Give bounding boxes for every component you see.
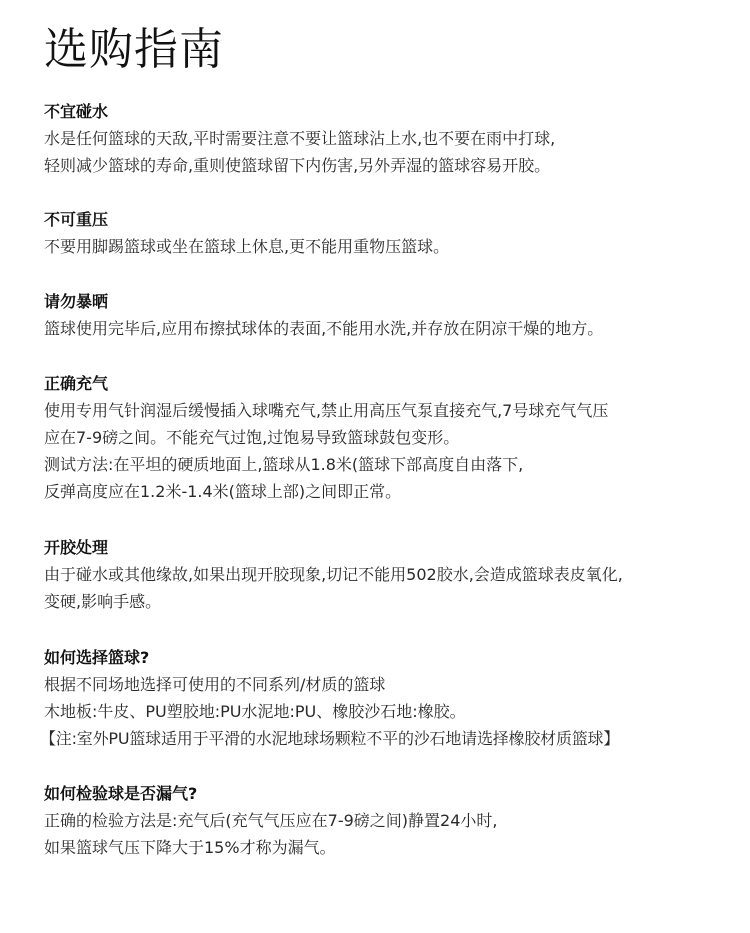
section-text-line: 篮球使用完毕后,应用布擦拭球体的表面,不能用水洗,并存放在阴凉干燥的地方。 — [44, 319, 604, 338]
section-text-line: 反弹高度应在1.2米-1.4米(篮球上部)之间即正常。 — [44, 482, 402, 501]
section-water — [44, 99, 734, 179]
section-choose — [40, 645, 734, 752]
section-text-line: 应在7-9磅之间。不能充气过饱,过饱易导致篮球鼓包变形。 — [44, 428, 460, 447]
section-text-line: 根据不同场地选择可使用的不同系列/材质的篮球 — [44, 675, 386, 694]
section-heading: 开胶处理 — [44, 538, 109, 557]
section-heading: 正确充气 — [44, 374, 109, 393]
section-heading: 如何选择篮球? — [44, 648, 150, 667]
section-sun — [44, 289, 734, 342]
section-leak-check — [44, 781, 734, 861]
section-text-line: 木地板:牛皮、PU塑胶地:PU水泥地:PU、橡胶沙石地:橡胶。 — [44, 702, 466, 721]
section-text-line: 轻则减少篮球的寿命,重则使篮球留下内伤害,另外弄湿的篮球容易开胶。 — [44, 156, 551, 175]
section-text-line: 变硬,影响手感。 — [44, 592, 162, 611]
page-title: 选购指南 — [44, 24, 224, 75]
section-text-line: 由于碰水或其他缘故,如果出现开胶现象,切记不能用502胶水,会造成篮球表皮氧化, — [44, 565, 623, 584]
section-heading: 不可重压 — [44, 210, 109, 229]
section-text-line: 不要用脚踢篮球或坐在篮球上休息,更不能用重物压篮球。 — [44, 237, 450, 256]
section-glue — [44, 535, 734, 615]
section-heading: 不宜碰水 — [44, 102, 109, 121]
section-note: 【注:室外PU篮球适用于平滑的水泥地球场颗粒不平的沙石地请选择橡胶材质篮球】 — [40, 729, 620, 748]
section-text-line: 正确的检验方法是:充气后(充气气压应在7-9磅之间)静置24小时, — [44, 811, 498, 830]
section-heading: 请勿暴晒 — [44, 292, 109, 311]
section-pressure — [44, 207, 734, 260]
section-text-line: 测试方法:在平坦的硬质地面上,篮球从1.8米(篮球下部高度自由落下, — [44, 455, 524, 474]
section-text-line: 水是任何篮球的天敌,平时需要注意不要让篮球沾上水,也不要在雨中打球, — [44, 129, 556, 148]
section-text-line: 如果篮球气压下降大于15%才称为漏气。 — [44, 838, 336, 857]
section-heading: 如何检验球是否漏气? — [44, 784, 198, 803]
section-inflation — [44, 371, 734, 505]
section-text-line: 使用专用气针润湿后缓慢插入球嘴充气,禁止用高压气泵直接充气,7号球充气气压 — [44, 401, 609, 420]
